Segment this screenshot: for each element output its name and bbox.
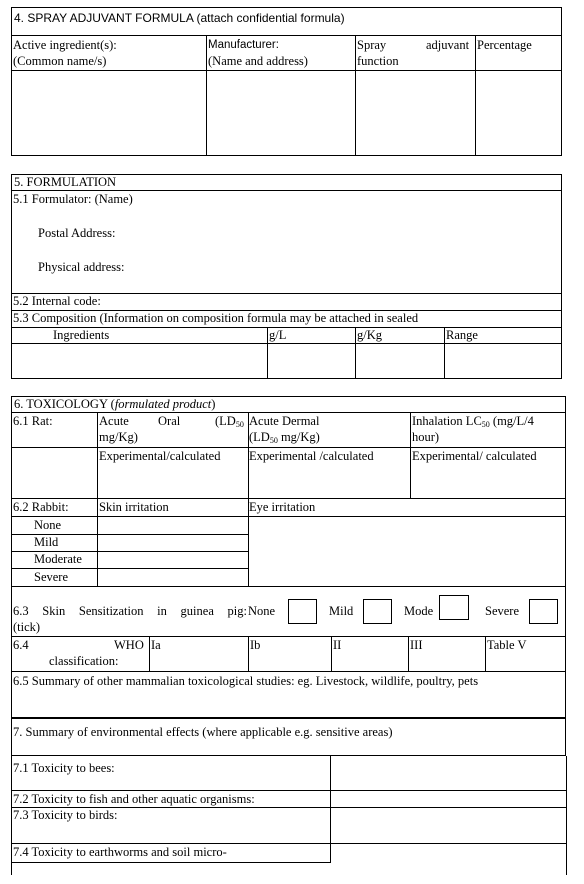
range-field[interactable]	[445, 344, 561, 378]
birds-field[interactable]	[331, 808, 565, 842]
physical-address-label: Physical address:	[38, 260, 125, 274]
col-manufacturer-sub: (Name and address)	[208, 54, 308, 68]
col-percentage: Percentage	[477, 38, 532, 52]
sensitization-tick: (tick)	[13, 620, 41, 634]
col-ingredients: Ingredients	[53, 328, 110, 342]
acute-oral-a: Acute	[99, 414, 129, 428]
formulator-label: 5.1 Formulator: (Name)	[13, 192, 133, 206]
eye-irritation-label: Eye irritation	[249, 500, 316, 514]
function-field[interactable]	[356, 71, 474, 155]
col-manufacturer: Manufacturer:	[208, 39, 279, 51]
divider	[248, 636, 249, 671]
internal-code-label: 5.2 Internal code:	[13, 294, 101, 308]
class-ia: Ia	[151, 638, 161, 652]
col-function-a: Spray	[357, 38, 387, 52]
option-severe-label: Severe	[485, 604, 520, 618]
divider	[11, 756, 12, 875]
checkbox-mild[interactable]	[363, 599, 392, 624]
earthworms-field[interactable]	[331, 844, 565, 874]
fish-label: 7.2 Toxicity to fish and other aquatic organisms:	[13, 792, 255, 806]
oral-experimental: Experimental/calculated	[99, 449, 221, 463]
inhalation-experimental: Experimental/ calculated	[412, 449, 537, 463]
inhalation-value-field[interactable]	[411, 466, 565, 497]
checkbox-none[interactable]	[288, 599, 317, 624]
acute-oral-b: Oral	[158, 414, 181, 428]
gkg-field[interactable]	[356, 344, 443, 378]
checkbox-severe[interactable]	[529, 599, 558, 624]
divider	[11, 671, 566, 672]
other-studies-label: 6.5 Summary of other mammalian toxicological studies: eg. Livestock, wildlife, poultry, pets	[13, 674, 479, 688]
divider	[408, 636, 409, 671]
percentage-field[interactable]	[476, 71, 561, 155]
gl-field[interactable]	[268, 344, 354, 378]
checkbox-moderate[interactable]	[439, 595, 469, 620]
who-word: WHO	[114, 638, 144, 652]
col-range: Range	[446, 328, 478, 342]
acute-dermal-b: ($LD_{50}$ mg/Kg)	[249, 430, 320, 445]
col-active-ingredient: Active ingredient(s):	[13, 38, 117, 52]
section-6-title: 6. TOXICOLOGY (formulated product)	[14, 397, 216, 411]
divider	[11, 498, 566, 499]
class-table-v: Table V	[487, 638, 527, 652]
col-function-b: function	[357, 54, 399, 68]
class-iii: III	[410, 638, 423, 652]
ingredients-field[interactable]	[12, 344, 266, 378]
rabbit-label: 6.2 Rabbit:	[13, 500, 69, 514]
divider	[331, 636, 332, 671]
divider	[11, 636, 566, 637]
level-none: None	[34, 518, 62, 532]
sensitization-label: 6.3 Skin Sensitization in guinea pig:	[13, 604, 247, 618]
class-ii: II	[333, 638, 342, 652]
composition-label: 5.3 Composition (Information on composition formula may be attached in sealed	[13, 311, 419, 325]
skin-irritation-field[interactable]	[98, 517, 247, 585]
option-mode-label: Mode	[404, 604, 434, 618]
level-mild: Mild	[34, 535, 59, 549]
divider	[485, 636, 486, 671]
divider	[11, 35, 562, 36]
active-ingredient-field[interactable]	[12, 71, 205, 155]
divider	[566, 756, 567, 875]
dermal-value-field[interactable]	[249, 466, 409, 497]
class-ib: Ib	[250, 638, 261, 652]
col-active-ingredient-sub: (Common name/s)	[13, 54, 107, 68]
skin-irritation-label: Skin irritation	[99, 500, 169, 514]
bees-field[interactable]	[331, 757, 565, 789]
divider	[11, 586, 566, 587]
who-classification-label: classification:	[49, 654, 119, 668]
fish-field[interactable]	[331, 791, 565, 806]
physical-address-field[interactable]	[150, 258, 561, 292]
oral-value-field[interactable]	[98, 466, 247, 497]
birds-label: 7.3 Toxicity to birds:	[13, 808, 118, 822]
level-severe: Severe	[34, 570, 69, 584]
section-4-title: 4. SPRAY ADJUVANT FORMULA (attach confidential formula)	[14, 11, 345, 25]
who-number: 6.4	[13, 638, 29, 652]
option-mild-label: Mild	[329, 604, 354, 618]
level-moderate: Moderate	[34, 552, 82, 566]
dermal-experimental: Experimental /calculated	[249, 449, 374, 463]
inhalation-a: Inhalation $LC_{50}$ (mg/L/4	[412, 414, 534, 429]
col-gl: g/L	[269, 328, 287, 342]
manufacturer-field[interactable]	[207, 71, 354, 155]
divider	[11, 862, 331, 863]
col-function-a2: adjuvant	[426, 38, 470, 52]
internal-code-field[interactable]	[135, 294, 561, 309]
postal-address-label: Postal Address:	[38, 226, 116, 240]
rat-label: 6.1 Rat:	[13, 414, 53, 428]
acute-dermal-a: Acute Dermal	[249, 414, 320, 428]
bees-label: 7.1 Toxicity to bees:	[13, 761, 115, 775]
formulator-name-field[interactable]	[180, 191, 561, 225]
acute-oral-c: ($LD_{50}$	[215, 414, 244, 429]
eye-irritation-field[interactable]	[249, 517, 565, 585]
inhalation-c: hour)	[412, 430, 440, 444]
postal-address-field[interactable]	[140, 224, 561, 256]
divider	[11, 412, 566, 413]
col-gkg: g/Kg	[357, 328, 382, 342]
divider	[149, 636, 150, 671]
option-none-label: None	[248, 604, 276, 618]
section-5-title: 5. FORMULATION	[14, 175, 117, 189]
acute-oral-d: mg/Kg)	[99, 430, 138, 444]
earthworms-label: 7.4 Toxicity to earthworms and soil micro-	[13, 845, 227, 859]
section-7-title: 7. Summary of environmental effects (where applicable e.g. sensitive areas)	[13, 725, 393, 739]
